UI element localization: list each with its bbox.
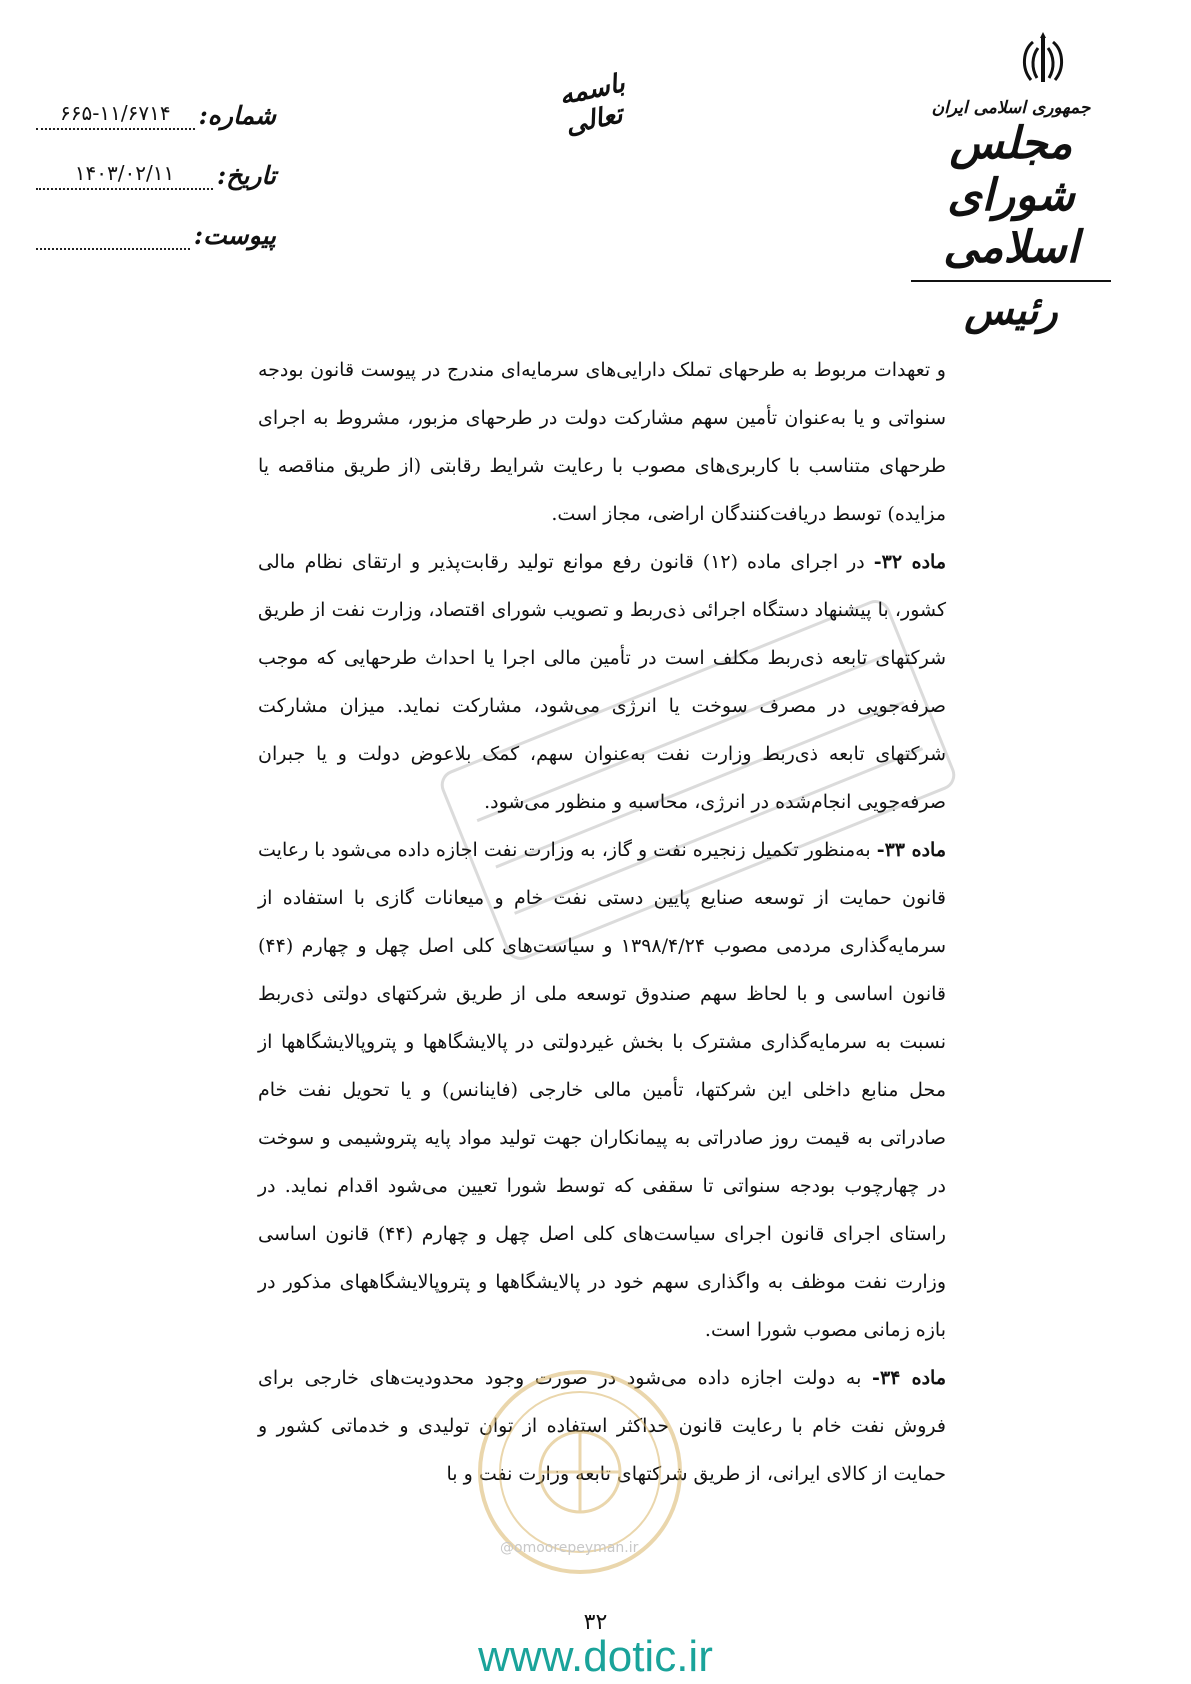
paragraph-text: در اجرای ماده (۱۲) قانون رفع موانع تولید رقابت‌پذیر و ارتقای نظام مالی کشور، با پیشنهاد دستگاه اجرائی ذی‌ربط و تصویب شورای اقتصاد، وزارت نفت از طریق شرکتهای تابعه ذی‌ربط مکلف است در تأمین مالی اجرا یا احداث طرحهایی که موجب صرفه‌جویی در مصرف سوخت یا انرژی می‌شود، مشارکت نماید. میزان مشارکت شرکتهای تابعه ذی‌ربط وزارت نفت به‌عنوان سهم، کمک بلاعوض دولت و یا جبران صرفه‌جویی انجام‌شده در انرژی، محاسبه و منظور می‌شود. <box>258 551 946 813</box>
article-34 <box>258 1354 946 1498</box>
document-body <box>258 346 946 1498</box>
letterhead-divider <box>911 280 1111 282</box>
republic-text: جمهوری اسلامی ایران <box>931 98 1091 118</box>
paragraph-continuation <box>258 346 946 538</box>
article-number: ماده ۳۴- <box>872 1367 946 1389</box>
article-number: ماده ۳۳- <box>876 839 947 861</box>
page-number: ۳۲ <box>583 1610 608 1635</box>
raees-title: رئیس <box>964 287 1058 334</box>
number-value: ۶۶۵-۱۱/۶۷۱۴ <box>36 100 195 130</box>
number-label: شماره: <box>198 101 276 130</box>
article-32 <box>258 538 946 826</box>
letterhead <box>891 28 1131 334</box>
date-value: ۱۴۰۳/۰۲/۱۱ <box>36 160 213 190</box>
paragraph-text: به دولت اجازه داده می‌شود در صورت وجود محدودیت‌های خارجی برای فروش نفت خام با رعایت قانون حداکثر استفاده از توان تولیدی و خدماتی کشور و حمایت از کالای ایرانی، از طریق شرکتهای تابعه وزارت نفت و با <box>258 1367 946 1485</box>
article-33 <box>258 826 946 1354</box>
attachment-value <box>36 220 190 250</box>
watermark-handle: @omoorepeyman.ir <box>500 1540 639 1556</box>
number-row <box>36 70 276 130</box>
date-label: تاریخ: <box>217 161 276 190</box>
paragraph-text: و تعهدات مربوط به طرحهای تملک دارایی‌های سرمایه‌ای مندرج در پیوست قانون بودجه سنواتی و یا به‌عنوان تأمین سهم مشارکت دولت در طرحهای مزبور، مشروط به اجرای طرحهای متناسب با کاربری‌های مصوب با رعایت شرایط رقابتی (از طریق مناقصه یا مزایده) توسط دریافت‌کنندگان اراضی، مجاز است. <box>258 359 946 525</box>
site-link[interactable]: www.dotic.ir <box>478 1632 713 1681</box>
date-row <box>36 130 276 190</box>
majlis-logotype: مجلس شورای اسلامی <box>943 118 1079 273</box>
letter-meta <box>36 70 276 250</box>
attachment-label: پیوست: <box>193 221 276 250</box>
iran-emblem-icon <box>1011 28 1075 92</box>
article-number: ماده ۳۲- <box>873 551 947 573</box>
paragraph-text: به‌منظور تکمیل زنجیره نفت و گاز، به وزارت نفت اجازه داده می‌شود با رعایت قانون حمایت از توسعه صنایع پایین دستی نفت خام و میعانات گازی با استفاده از سرمایه‌گذاری مردمی مصوب ۱۳۹۸/۴/۲۴ و سیاست‌های کلی اصل چهل و چهارم (۴۴) قانون اساسی و با لحاظ سهم صندوق توسعه ملی از طریق شرکتهای دولتی ذی‌ربط نسبت به سرمایه‌گذاری مشترک با بخش غیردولتی در پالایشگاهها و پتروپالایشگاهها از محل منابع داخلی این شرکتها، تأمین مالی خارجی (فاینانس) و یا تحویل نفت خام صادراتی به قیمت روز صادراتی به پیمانکاران جهت تولید مواد پایه پتروشیمی و سوخت در چهارچوب بودجه سنواتی تا سقفی که توسط شورا تعیین می‌شود اقدام نماید. در راستای اجرای قانون اجرای سیاست‌های کلی اصل چهل و چهارم (۴۴) قانون اساسی وزارت نفت موظف به واگذاری سهم خود در پالایشگاهها و پتروپالایشگاههای مذکور در بازه زمانی مصوب شورا است. <box>258 839 946 1341</box>
attachment-row <box>36 190 276 250</box>
bismillah-calligraphy: باسمه تعالی <box>556 68 628 141</box>
